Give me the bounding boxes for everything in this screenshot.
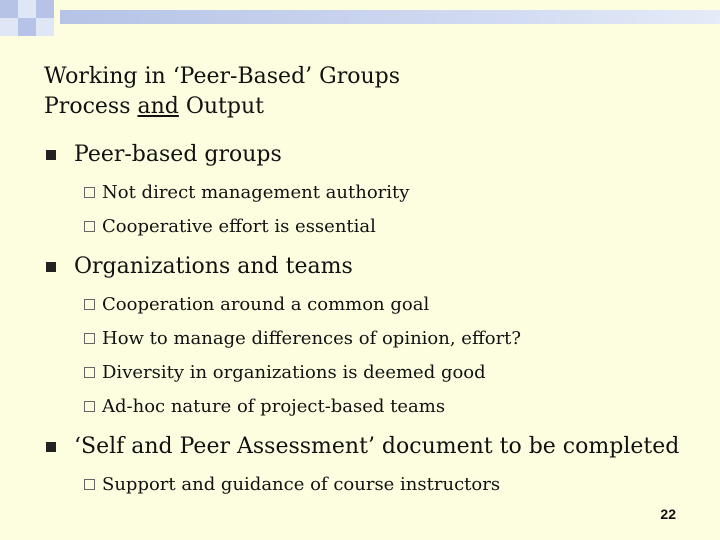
hollow-square-bullet-icon	[84, 299, 95, 310]
deco-square	[36, 0, 54, 18]
deco-square	[0, 0, 18, 18]
bullet-organizations-and-teams	[44, 252, 704, 282]
hollow-square-bullet-icon	[84, 333, 95, 344]
deco-square	[36, 18, 54, 36]
hollow-square-bullet-icon	[84, 479, 95, 490]
bullet-self-and-peer-assessment	[44, 432, 704, 462]
sub-bullet	[44, 322, 704, 356]
deco-square	[18, 18, 36, 36]
slide-content	[44, 140, 704, 502]
title-line-2-pre: Process	[44, 94, 138, 119]
sub-bullet	[44, 210, 704, 244]
title-line-1: Working in ‘Peer-Based’ Groups	[44, 64, 401, 89]
bullet-text: ‘Self and Peer Assessment’ document to be completed	[74, 434, 680, 459]
sub-bullet-text: Cooperation around a common goal	[102, 294, 430, 315]
title-line-2-post: Output	[178, 94, 264, 119]
bullet-peer-based-groups	[44, 140, 704, 170]
sub-bullet	[44, 468, 704, 502]
sub-bullet-text: Cooperative effort is essential	[102, 216, 376, 237]
hollow-square-bullet-icon	[84, 221, 95, 232]
deco-square	[18, 0, 36, 18]
sub-bullet	[44, 176, 704, 210]
title-line-2	[44, 92, 400, 122]
hollow-square-bullet-icon	[84, 401, 95, 412]
page-number: 22	[660, 506, 676, 522]
sub-bullet-text: Not direct management authority	[102, 182, 410, 203]
sub-bullet-text: Diversity in organizations is deemed good	[102, 362, 486, 383]
bullet-text: Peer-based groups	[74, 142, 282, 167]
sub-bullet	[44, 288, 704, 322]
bullet-text: Organizations and teams	[74, 254, 353, 279]
sub-bullet-text: Support and guidance of course instructors	[102, 474, 501, 495]
square-bullet-icon	[46, 262, 56, 272]
title-line-2-underlined: and	[137, 94, 179, 119]
deco-square	[0, 18, 18, 36]
corner-decoration	[0, 0, 60, 60]
square-bullet-icon	[46, 150, 56, 160]
sub-bullet-text: How to manage differences of opinion, effort?	[102, 328, 522, 349]
hollow-square-bullet-icon	[84, 367, 95, 378]
sub-bullet	[44, 356, 704, 390]
hollow-square-bullet-icon	[84, 187, 95, 198]
top-band	[60, 10, 720, 24]
square-bullet-icon	[46, 442, 56, 452]
slide-title	[44, 62, 400, 122]
sub-bullet-text: Ad-hoc nature of project-based teams	[102, 396, 446, 417]
sub-bullet	[44, 390, 704, 424]
